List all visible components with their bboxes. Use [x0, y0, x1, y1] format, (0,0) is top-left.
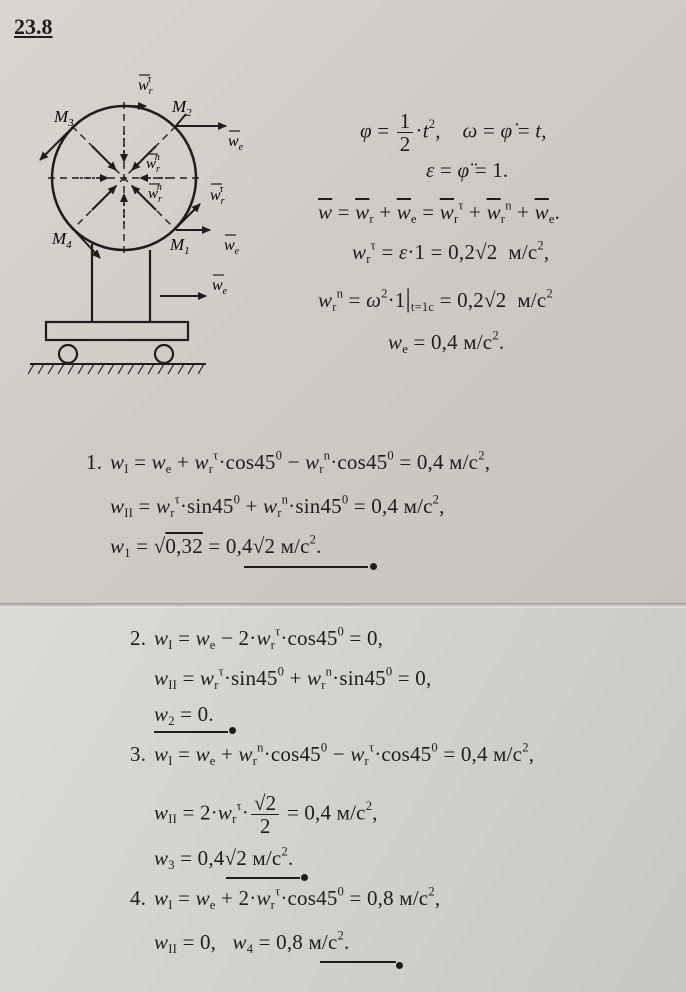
- cart-wheel-left: [59, 345, 77, 363]
- label-we-cart: $w_e$: [212, 277, 228, 297]
- equation-epsilon: ε = φ̈ = 1.: [426, 158, 509, 182]
- problem-number: 23.8: [14, 14, 53, 39]
- label-m3: $M_3$: [54, 107, 74, 129]
- case-4-wII: $w_{II} = 0$, $w_4 = 0,8$ $м/с^2$.: [154, 928, 350, 956]
- case-1-underline: [244, 566, 368, 568]
- label-wr-tau-m1: $w_r\tau$: [210, 184, 225, 207]
- ground-hatching: [28, 364, 204, 374]
- equation-vector-sum: $\overline{w} = \overline{w}_r + \overline{w}_e = \overline{w}_r^\tau + \overline{w}_r^n + \overline{w}_e$.: [318, 198, 561, 226]
- label-wr-n-2: $w_rn$: [148, 182, 162, 205]
- equation-phi-omega: φ = $\frac{1}{2}$ $\cdot t^2$, ω = φ̇ = t,: [360, 109, 547, 157]
- case-3-underline: [226, 877, 300, 879]
- case-2-wI: 2. $w_I = w_e - 2\cdot w_r^\tau\cdot\cos 45^0 = 0$,: [130, 624, 384, 652]
- mechanism-diagram: [0, 0, 300, 390]
- tangent-arrow-m1: [175, 204, 200, 229]
- case-2-result: $w_2 = 0$.: [154, 702, 214, 728]
- label-m4: $M_4$: [52, 229, 72, 251]
- case-3-result: $w_3 = 0,4√2$ $м/с^2$.: [154, 844, 294, 872]
- equation-wr-n: $w_r^n = \omega^2\cdot 1|_{t=1с} = 0,2√2$ $м/с^2$: [318, 284, 553, 314]
- label-we-m2: $w_e$: [228, 133, 244, 153]
- cart-platform: [46, 322, 188, 340]
- case-4-underline: [320, 961, 396, 963]
- case-1-wII: $w_{II} = w_r^\tau\cdot\sin 45^0 + w_r^n\cdot\sin 45^0 = 0,4$ $м/с^2$,: [110, 492, 445, 520]
- cart-wheel-right: [155, 345, 173, 363]
- case-4-wI: 4. $w_I = w_e + 2\cdot w_r^\tau\cdot\cos 45^0 = 0,8$ $м/с^2$,: [130, 884, 441, 912]
- label-we-m1: $w_e$: [224, 237, 240, 257]
- case-3-wI: 3. $w_I = w_e + w_r^n\cdot\cos 45^0 - w_r^\tau\cdot\cos 45^0 = 0,4$ $м/с^2$,: [130, 740, 535, 768]
- case-3-dot: [301, 874, 308, 881]
- case-4-dot: [396, 962, 403, 969]
- normal-arrow-m3: [92, 146, 116, 170]
- equation-wr-tau: $w_r^\tau = \varepsilon\cdot 1 = 0,2√2$ $м/с^2$,: [352, 238, 550, 266]
- case-1-dot: [370, 563, 377, 570]
- label-m2: $M_2$: [172, 97, 192, 119]
- label-m1: $M_1$: [170, 235, 190, 257]
- case-2-dot: [229, 727, 236, 734]
- label-wr-tau-top: $w_r\tau$: [138, 74, 153, 97]
- label-wr-n-1: $w_rn$: [146, 152, 160, 175]
- case-1-result: $w_1 = √0,32 = 0,4√2$ $м/с^2$.: [110, 532, 322, 560]
- case-2-underline: [154, 731, 228, 733]
- equation-we: $w_e = 0,4$ $м/с^2$.: [388, 328, 505, 356]
- case-2-wII: $w_{II} = w_r^\tau\cdot\sin 45^0 + w_r^n\cdot\sin 45^0 = 0$,: [154, 664, 432, 692]
- case-1-wI: 1. $w_I = w_e + w_r^\tau\cdot\cos 45^0 - w_r^n\cdot\cos 45^0 = 0,4$ $м/с^2$,: [86, 448, 491, 476]
- normal-arrow-m4: [92, 186, 116, 210]
- case-3-wII: $w_{II} = 2\cdot w_r^\tau\cdot$ $\frac{√2}{2}$ = 0,4 $м/с^2$,: [154, 791, 378, 839]
- page-fold: [0, 603, 686, 608]
